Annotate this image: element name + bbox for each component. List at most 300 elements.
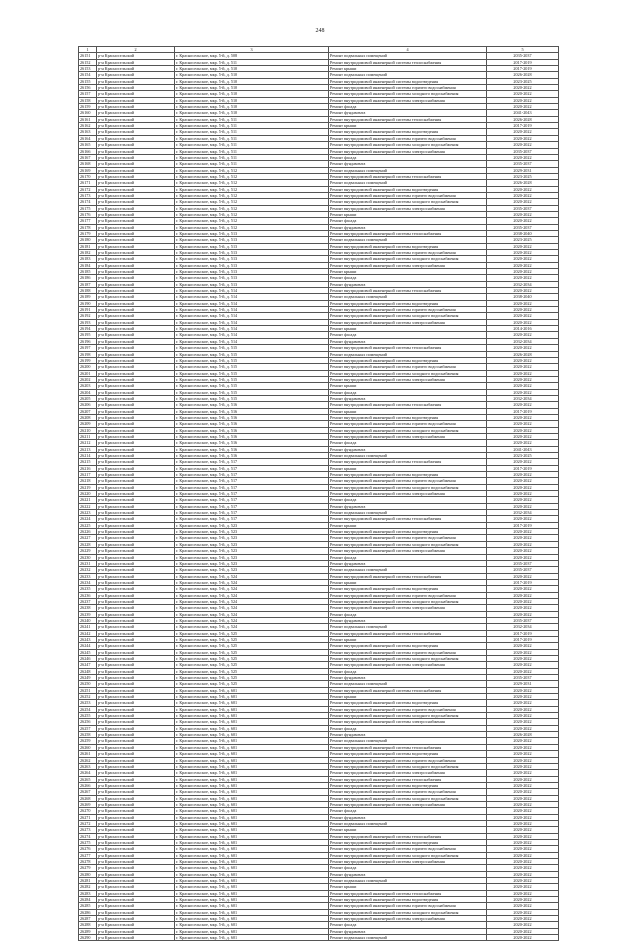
address-cell: г. Красносельское, мкр. 5-й, д. 601: [175, 713, 329, 719]
period-cell: 2032-2034: [487, 338, 559, 344]
period-cell: 2020-2022: [487, 541, 559, 547]
work-type-cell: Ремонт внутридомовой инженерной системы теплоснабжения: [329, 230, 487, 236]
work-type-cell: Ремонт внутридомовой инженерной системы электроснабжения: [329, 916, 487, 922]
address-cell: г. Красносельское, мкр. 5-й, д. 517: [175, 491, 329, 497]
district-cell: р-н Красносельский: [97, 465, 175, 471]
work-type-cell: Ремонт внутридомовой инженерной системы холодного водоснабжения: [329, 142, 487, 148]
row-id-cell: 26156: [79, 85, 97, 91]
district-cell: р-н Красносельский: [97, 617, 175, 623]
period-cell: 2020-2022: [487, 694, 559, 700]
district-cell: р-н Красносельский: [97, 681, 175, 687]
district-cell: р-н Красносельский: [97, 871, 175, 877]
row-id-cell: 26215: [79, 459, 97, 465]
work-type-cell: Ремонт подвальных помещений: [329, 567, 487, 573]
period-cell: 2026-2028: [487, 351, 559, 357]
row-id-cell: 26173: [79, 192, 97, 198]
row-id-cell: 26234: [79, 579, 97, 585]
address-cell: г. Красносельское, мкр. 5-й, д. 601: [175, 700, 329, 706]
address-cell: г. Красносельское, мкр. 5-й, д. 523: [175, 541, 329, 547]
column-number: 4: [329, 47, 487, 53]
district-cell: р-н Красносельский: [97, 288, 175, 294]
row-id-cell: 26214: [79, 453, 97, 459]
period-cell: 2020-2022: [487, 459, 559, 465]
district-cell: р-н Красносельский: [97, 510, 175, 516]
address-cell: г. Красносельское, мкр. 5-й, д. 512: [175, 199, 329, 205]
row-id-cell: 26244: [79, 643, 97, 649]
row-id-cell: 26177: [79, 218, 97, 224]
address-cell: г. Красносельское, мкр. 5-й, д. 516: [175, 421, 329, 427]
address-cell: г. Красносельское, мкр. 5-й, д. 513: [175, 275, 329, 281]
address-cell: г. Красносельское, мкр. 5-й, д. 601: [175, 808, 329, 814]
row-id-cell: 26286: [79, 909, 97, 915]
address-cell: г. Красносельское, мкр. 5-й, д. 601: [175, 909, 329, 915]
district-cell: р-н Красносельский: [97, 586, 175, 592]
row-id-cell: 26289: [79, 928, 97, 934]
row-id-cell: 26196: [79, 338, 97, 344]
district-cell: р-н Красносельский: [97, 319, 175, 325]
district-cell: р-н Красносельский: [97, 789, 175, 795]
row-id-cell: 26176: [79, 211, 97, 217]
period-cell: 2020-2022: [487, 250, 559, 256]
work-type-cell: Ремонт внутридомовой инженерной системы электроснабжения: [329, 548, 487, 554]
district-cell: р-н Красносельский: [97, 459, 175, 465]
period-cell: 2020-2022: [487, 529, 559, 535]
period-cell: 2020-2022: [487, 687, 559, 693]
work-type-cell: Ремонт фундамента: [329, 732, 487, 738]
district-cell: р-н Красносельский: [97, 890, 175, 896]
period-cell: 2020-2022: [487, 91, 559, 97]
period-cell: 2020-2022: [487, 548, 559, 554]
work-type-cell: Ремонт внутридомовой инженерной системы холодного водоснабжения: [329, 313, 487, 319]
district-cell: р-н Красносельский: [97, 53, 175, 59]
district-cell: р-н Красносельский: [97, 935, 175, 941]
address-cell: г. Красносельское, мкр. 5-й, д. 510: [175, 72, 329, 78]
row-id-cell: 26245: [79, 649, 97, 655]
row-id-cell: 26274: [79, 833, 97, 839]
address-cell: г. Красносельское, мкр. 5-й, д. 517: [175, 472, 329, 478]
period-cell: 2020-2022: [487, 871, 559, 877]
work-type-cell: Ремонт подвальных помещений: [329, 167, 487, 173]
row-id-cell: 26257: [79, 725, 97, 731]
period-cell: 2020-2022: [487, 154, 559, 160]
address-cell: г. Красносельское, мкр. 5-й, д. 601: [175, 738, 329, 744]
address-cell: г. Красносельское, мкр. 5-й, д. 601: [175, 852, 329, 858]
period-cell: 2038-2040: [487, 230, 559, 236]
period-cell: 2026-2028: [487, 732, 559, 738]
work-type-cell: Ремонт внутридомовой инженерной системы горячего водоснабжения: [329, 192, 487, 198]
work-type-cell: Ремонт внутридомовой инженерной системы электроснабжения: [329, 491, 487, 497]
address-cell: г. Красносельское, мкр. 5-й, д. 514: [175, 288, 329, 294]
address-cell: г. Красносельское, мкр. 5-й, д. 516: [175, 408, 329, 414]
district-cell: р-н Красносельский: [97, 211, 175, 217]
district-cell: р-н Красносельский: [97, 376, 175, 382]
period-cell: 2020-2022: [487, 890, 559, 896]
district-cell: р-н Красносельский: [97, 154, 175, 160]
work-type-cell: Ремонт внутридомовой инженерной системы водоотведения: [329, 751, 487, 757]
work-type-cell: Ремонт подвальных помещений: [329, 72, 487, 78]
row-id-cell: 26266: [79, 782, 97, 788]
district-cell: р-н Красносельский: [97, 199, 175, 205]
period-cell: 2020-2022: [487, 662, 559, 668]
work-type-cell: Ремонт внутридомовой инженерной системы теплоснабжения: [329, 687, 487, 693]
row-id-cell: 26152: [79, 59, 97, 65]
district-cell: р-н Красносельский: [97, 763, 175, 769]
period-cell: 2041-2043: [487, 110, 559, 116]
work-type-cell: Ремонт внутридомовой инженерной системы водоотведения: [329, 839, 487, 845]
address-cell: г. Красносельское, мкр. 5-й, д. 523: [175, 522, 329, 528]
row-id-cell: 26166: [79, 148, 97, 154]
address-cell: г. Красносельское, мкр. 5-й, д. 514: [175, 294, 329, 300]
work-type-cell: Ремонт фасада: [329, 104, 487, 110]
work-type-cell: Ремонт внутридомовой инженерной системы горячего водоснабжения: [329, 903, 487, 909]
work-type-cell: Ремонт внутридомовой инженерной системы теплоснабжения: [329, 402, 487, 408]
work-type-cell: Ремонт подвальных помещений: [329, 351, 487, 357]
address-cell: г. Красносельское, мкр. 5-й, д. 601: [175, 928, 329, 934]
period-cell: 2023-2025: [487, 453, 559, 459]
district-cell: р-н Красносельский: [97, 326, 175, 332]
work-type-cell: Ремонт внутридомовой инженерной системы электроснабжения: [329, 97, 487, 103]
address-cell: г. Красносельское, мкр. 5-й, д. 510: [175, 66, 329, 72]
address-cell: г. Красносельское, мкр. 5-й, д. 601: [175, 833, 329, 839]
row-id-cell: 26262: [79, 757, 97, 763]
period-cell: 2020-2022: [487, 218, 559, 224]
period-cell: 2020-2022: [487, 288, 559, 294]
period-cell: 2020-2022: [487, 852, 559, 858]
period-cell: 2020-2022: [487, 859, 559, 865]
address-cell: г. Красносельское, мкр. 5-й, д. 601: [175, 782, 329, 788]
address-cell: г. Красносельское, мкр. 5-й, д. 516: [175, 440, 329, 446]
row-id-cell: 26197: [79, 345, 97, 351]
district-cell: р-н Красносельский: [97, 250, 175, 256]
row-id-cell: 26287: [79, 916, 97, 922]
district-cell: р-н Красносельский: [97, 402, 175, 408]
work-type-cell: Ремонт внутридомовой инженерной системы горячего водоснабжения: [329, 535, 487, 541]
district-cell: р-н Красносельский: [97, 97, 175, 103]
address-cell: г. Красносельское, мкр. 5-й, д. 511: [175, 161, 329, 167]
work-type-cell: Ремонт фундамента: [329, 675, 487, 681]
district-cell: р-н Красносельский: [97, 852, 175, 858]
period-cell: 2020-2022: [487, 364, 559, 370]
row-id-cell: 26180: [79, 237, 97, 243]
address-cell: г. Красносельское, мкр. 5-й, д. 517: [175, 478, 329, 484]
work-type-cell: Ремонт фундамента: [329, 224, 487, 230]
address-cell: г. Красносельское, мкр. 5-й, д. 517: [175, 465, 329, 471]
period-cell: 2020-2022: [487, 865, 559, 871]
period-cell: 2017-2019: [487, 66, 559, 72]
row-id-cell: 26168: [79, 161, 97, 167]
period-cell: 2020-2022: [487, 332, 559, 338]
row-id-cell: 26282: [79, 884, 97, 890]
district-cell: р-н Красносельский: [97, 770, 175, 776]
address-cell: г. Красносельское, мкр. 5-й, д. 517: [175, 484, 329, 490]
address-cell: г. Красносельское, мкр. 5-й, д. 515: [175, 376, 329, 382]
district-cell: р-н Красносельский: [97, 338, 175, 344]
district-cell: р-н Красносельский: [97, 262, 175, 268]
address-cell: г. Красносельское, мкр. 5-й, д. 524: [175, 592, 329, 598]
row-id-cell: 26169: [79, 167, 97, 173]
period-cell: 2020-2022: [487, 97, 559, 103]
work-type-cell: Ремонт внутридомовой инженерной системы холодного водоснабжения: [329, 763, 487, 769]
work-type-cell: Ремонт фасада: [329, 275, 487, 281]
address-cell: г. Красносельское, мкр. 5-й, д. 601: [175, 744, 329, 750]
address-cell: г. Красносельское, мкр. 5-й, д. 511: [175, 135, 329, 141]
work-type-cell: Ремонт фундамента: [329, 871, 487, 877]
address-cell: г. Красносельское, мкр. 5-й, д. 512: [175, 180, 329, 186]
work-type-cell: Ремонт внутридомовой инженерной системы теплоснабжения: [329, 776, 487, 782]
district-cell: р-н Красносельский: [97, 313, 175, 319]
address-cell: г. Красносельское, мкр. 5-й, д. 511: [175, 129, 329, 135]
district-cell: р-н Красносельский: [97, 135, 175, 141]
period-cell: 2032-2034: [487, 281, 559, 287]
period-cell: 2020-2022: [487, 142, 559, 148]
column-number: 5: [487, 47, 559, 53]
work-type-cell: Ремонт внутридомовой инженерной системы горячего водоснабжения: [329, 706, 487, 712]
row-id-cell: 26200: [79, 364, 97, 370]
work-type-cell: Ремонт подвальных помещений: [329, 681, 487, 687]
row-id-cell: 26259: [79, 738, 97, 744]
district-cell: р-н Красносельский: [97, 116, 175, 122]
address-cell: г. Красносельское, мкр. 5-й, д. 524: [175, 579, 329, 585]
row-id-cell: 26204: [79, 389, 97, 395]
work-type-cell: Ремонт фундамента: [329, 281, 487, 287]
district-cell: р-н Красносельский: [97, 59, 175, 65]
period-cell: 2020-2022: [487, 916, 559, 922]
period-cell: 2035-2037: [487, 617, 559, 623]
district-cell: р-н Красносельский: [97, 643, 175, 649]
address-cell: г. Красносельское, мкр. 5-й, д. 516: [175, 446, 329, 452]
work-type-cell: Ремонт внутридомовой инженерной системы холодного водоснабжения: [329, 852, 487, 858]
address-cell: г. Красносельское, мкр. 5-й, д. 511: [175, 116, 329, 122]
period-cell: 2020-2022: [487, 243, 559, 249]
row-id-cell: 26158: [79, 97, 97, 103]
period-cell: 2020-2022: [487, 402, 559, 408]
district-cell: р-н Красносельский: [97, 66, 175, 72]
period-cell: 2017-2019: [487, 636, 559, 642]
address-cell: г. Красносельское, мкр. 5-й, д. 601: [175, 687, 329, 693]
row-id-cell: 26201: [79, 370, 97, 376]
row-id-cell: 26162: [79, 123, 97, 129]
period-cell: 2020-2022: [487, 757, 559, 763]
address-cell: г. Красносельское, мкр. 5-й, д. 515: [175, 364, 329, 370]
address-cell: г. Красносельское, мкр. 5-й, д. 601: [175, 839, 329, 845]
row-id-cell: 26187: [79, 281, 97, 287]
period-cell: 2020-2022: [487, 700, 559, 706]
period-cell: 2020-2022: [487, 909, 559, 915]
address-cell: г. Красносельское, мкр. 5-й, д. 517: [175, 503, 329, 509]
work-type-cell: Ремонт внутридомовой инженерной системы электроснабжения: [329, 605, 487, 611]
district-cell: р-н Красносельский: [97, 142, 175, 148]
period-cell: 2020-2022: [487, 478, 559, 484]
row-id-cell: 26155: [79, 78, 97, 84]
period-cell: 2032-2034: [487, 395, 559, 401]
period-cell: 2020-2022: [487, 427, 559, 433]
row-id-cell: 26203: [79, 383, 97, 389]
district-cell: р-н Красносельский: [97, 123, 175, 129]
address-cell: г. Красносельское, мкр. 5-й, д. 515: [175, 345, 329, 351]
work-type-cell: Ремонт внутридомовой инженерной системы холодного водоснабжения: [329, 91, 487, 97]
row-id-cell: 26171: [79, 180, 97, 186]
work-type-cell: Ремонт внутридомовой инженерной системы холодного водоснабжения: [329, 541, 487, 547]
district-cell: р-н Красносельский: [97, 694, 175, 700]
work-type-cell: Ремонт внутридомовой инженерной системы холодного водоснабжения: [329, 909, 487, 915]
work-type-cell: Ремонт внутридомовой инженерной системы водоотведения: [329, 472, 487, 478]
district-cell: р-н Красносельский: [97, 192, 175, 198]
work-type-cell: Ремонт крыши: [329, 66, 487, 72]
district-cell: р-н Красносельский: [97, 148, 175, 154]
address-cell: г. Красносельское, мкр. 5-й, д. 601: [175, 859, 329, 865]
period-cell: 2020-2022: [487, 725, 559, 731]
period-cell: 2020-2022: [487, 433, 559, 439]
period-cell: 2017-2019: [487, 59, 559, 65]
address-cell: г. Красносельское, мкр. 5-й, д. 601: [175, 903, 329, 909]
row-id-cell: 26264: [79, 770, 97, 776]
period-cell: 2023-2025: [487, 173, 559, 179]
address-cell: г. Красносельское, мкр. 5-й, д. 601: [175, 789, 329, 795]
row-id-cell: 26285: [79, 903, 97, 909]
capital-repair-table: [78, 46, 559, 941]
work-type-cell: Ремонт внутридомовой инженерной системы теплоснабжения: [329, 516, 487, 522]
address-cell: г. Красносельское, мкр. 5-й, д. 524: [175, 617, 329, 623]
work-type-cell: Ремонт внутридомовой инженерной системы электроснабжения: [329, 662, 487, 668]
row-id-cell: 26170: [79, 173, 97, 179]
work-type-cell: Ремонт внутридомовой инженерной системы электроснабжения: [329, 433, 487, 439]
work-type-cell: Ремонт фасада: [329, 611, 487, 617]
row-id-cell: 26247: [79, 662, 97, 668]
address-cell: г. Красносельское, мкр. 5-й, д. 511: [175, 142, 329, 148]
district-cell: р-н Красносельский: [97, 624, 175, 630]
address-cell: г. Красносельское, мкр. 5-й, д. 601: [175, 897, 329, 903]
district-cell: р-н Красносельский: [97, 725, 175, 731]
district-cell: р-н Красносельский: [97, 332, 175, 338]
district-cell: р-н Красносельский: [97, 395, 175, 401]
address-cell: г. Красносельское, мкр. 5-й, д. 510: [175, 97, 329, 103]
row-id-cell: 26238: [79, 605, 97, 611]
district-cell: р-н Красносельский: [97, 573, 175, 579]
row-id-cell: 26249: [79, 675, 97, 681]
district-cell: р-н Красносельский: [97, 846, 175, 852]
address-cell: г. Красносельское, мкр. 5-й, д. 601: [175, 706, 329, 712]
address-cell: г. Красносельское, мкр. 5-й, д. 513: [175, 237, 329, 243]
work-type-cell: Ремонт внутридомовой инженерной системы теплоснабжения: [329, 833, 487, 839]
period-cell: 2020-2022: [487, 370, 559, 376]
work-type-cell: Ремонт фундамента: [329, 338, 487, 344]
row-id-cell: 26198: [79, 351, 97, 357]
row-id-cell: 26280: [79, 871, 97, 877]
work-type-cell: Ремонт крыши: [329, 123, 487, 129]
work-type-cell: Ремонт фасада: [329, 218, 487, 224]
work-type-cell: Ремонт подвальных помещений: [329, 738, 487, 744]
period-cell: 2014-2016: [487, 326, 559, 332]
period-cell: 2020-2022: [487, 808, 559, 814]
period-cell: 2020-2022: [487, 414, 559, 420]
work-type-cell: Ремонт внутридомовой инженерной системы водоотведения: [329, 897, 487, 903]
address-cell: г. Красносельское, мкр. 5-й, д. 524: [175, 611, 329, 617]
period-cell: 2017-2019: [487, 522, 559, 528]
period-cell: 2026-2028: [487, 116, 559, 122]
address-cell: г. Красносельское, мкр. 5-й, д. 510: [175, 110, 329, 116]
district-cell: р-н Красносельский: [97, 909, 175, 915]
district-cell: р-н Красносельский: [97, 598, 175, 604]
work-type-cell: Ремонт внутридомовой инженерной системы холодного водоснабжения: [329, 713, 487, 719]
period-cell: 2020-2022: [487, 497, 559, 503]
column-number: 3: [175, 47, 329, 53]
row-id-cell: 26154: [79, 72, 97, 78]
work-type-cell: Ремонт внутридомовой инженерной системы электроснабжения: [329, 148, 487, 154]
work-type-cell: Ремонт крыши: [329, 579, 487, 585]
address-cell: г. Красносельское, мкр. 5-й, д. 601: [175, 846, 329, 852]
period-cell: 2020-2022: [487, 135, 559, 141]
district-cell: р-н Красносельский: [97, 173, 175, 179]
period-cell: 2023-2025: [487, 237, 559, 243]
address-cell: г. Красносельское, мкр. 5-й, д. 512: [175, 224, 329, 230]
row-id-cell: 26263: [79, 763, 97, 769]
row-id-cell: 26228: [79, 541, 97, 547]
work-type-cell: Ремонт внутридомовой инженерной системы теплоснабжения: [329, 459, 487, 465]
work-type-cell: Ремонт внутридомовой инженерной системы холодного водоснабжения: [329, 598, 487, 604]
address-cell: г. Красносельское, мкр. 5-й, д. 508: [175, 53, 329, 59]
address-cell: г. Красносельское, мкр. 5-й, д. 525: [175, 630, 329, 636]
work-type-cell: Ремонт фасада: [329, 332, 487, 338]
address-cell: г. Красносельское, мкр. 5-й, д. 524: [175, 598, 329, 604]
row-id-cell: 26272: [79, 820, 97, 826]
work-type-cell: Ремонт крыши: [329, 884, 487, 890]
row-id-cell: 26281: [79, 878, 97, 884]
period-cell: 2020-2022: [487, 782, 559, 788]
address-cell: г. Красносельское, мкр. 5-й, д. 511: [175, 154, 329, 160]
period-cell: 2020-2022: [487, 376, 559, 382]
district-cell: р-н Красносельский: [97, 345, 175, 351]
address-cell: г. Красносельское, мкр. 5-й, д. 511: [175, 59, 329, 65]
work-type-cell: Ремонт внутридомовой инженерной системы холодного водоснабжения: [329, 370, 487, 376]
row-id-cell: 26151: [79, 53, 97, 59]
period-cell: 2020-2022: [487, 801, 559, 807]
address-cell: г. Красносельское, мкр. 5-й, д. 513: [175, 262, 329, 268]
district-cell: р-н Красносельский: [97, 744, 175, 750]
district-cell: р-н Красносельский: [97, 916, 175, 922]
address-cell: г. Красносельское, мкр. 5-й, д. 525: [175, 656, 329, 662]
work-type-cell: Ремонт внутридомовой инженерной системы холодного водоснабжения: [329, 256, 487, 262]
work-type-cell: Ремонт внутридомовой инженерной системы горячего водоснабжения: [329, 135, 487, 141]
period-cell: 2020-2022: [487, 611, 559, 617]
address-cell: г. Красносельское, мкр. 5-й, д. 512: [175, 173, 329, 179]
row-id-cell: 26174: [79, 199, 97, 205]
work-type-cell: Ремонт внутридомовой инженерной системы водоотведения: [329, 357, 487, 363]
work-type-cell: Ремонт подвальных помещений: [329, 237, 487, 243]
district-cell: р-н Красносельский: [97, 706, 175, 712]
row-id-cell: 26160: [79, 110, 97, 116]
address-cell: г. Красносельское, мкр. 5-й, д. 524: [175, 605, 329, 611]
period-cell: 2020-2022: [487, 928, 559, 934]
period-cell: 2020-2022: [487, 656, 559, 662]
period-cell: 2020-2022: [487, 763, 559, 769]
row-id-cell: 26186: [79, 275, 97, 281]
address-cell: г. Красносельское, мкр. 5-й, д. 513: [175, 256, 329, 262]
period-cell: 2020-2022: [487, 839, 559, 845]
address-cell: г. Красносельское, мкр. 5-й, д. 523: [175, 535, 329, 541]
period-cell: 2035-2037: [487, 675, 559, 681]
work-type-cell: Ремонт внутридомовой инженерной системы водоотведения: [329, 529, 487, 535]
address-cell: г. Красносельское, мкр. 5-й, д. 516: [175, 453, 329, 459]
district-cell: р-н Красносельский: [97, 91, 175, 97]
row-id-cell: 26269: [79, 801, 97, 807]
work-type-cell: Ремонт подвальных помещений: [329, 624, 487, 630]
address-cell: г. Красносельское, мкр. 5-й, д. 601: [175, 827, 329, 833]
address-cell: г. Красносельское, мкр. 5-й, д. 601: [175, 916, 329, 922]
work-type-cell: Ремонт фундамента: [329, 395, 487, 401]
work-type-cell: Ремонт внутридомовой инженерной системы горячего водоснабжения: [329, 250, 487, 256]
address-cell: г. Красносельское, мкр. 5-й, д. 601: [175, 922, 329, 928]
period-cell: 2020-2022: [487, 719, 559, 725]
